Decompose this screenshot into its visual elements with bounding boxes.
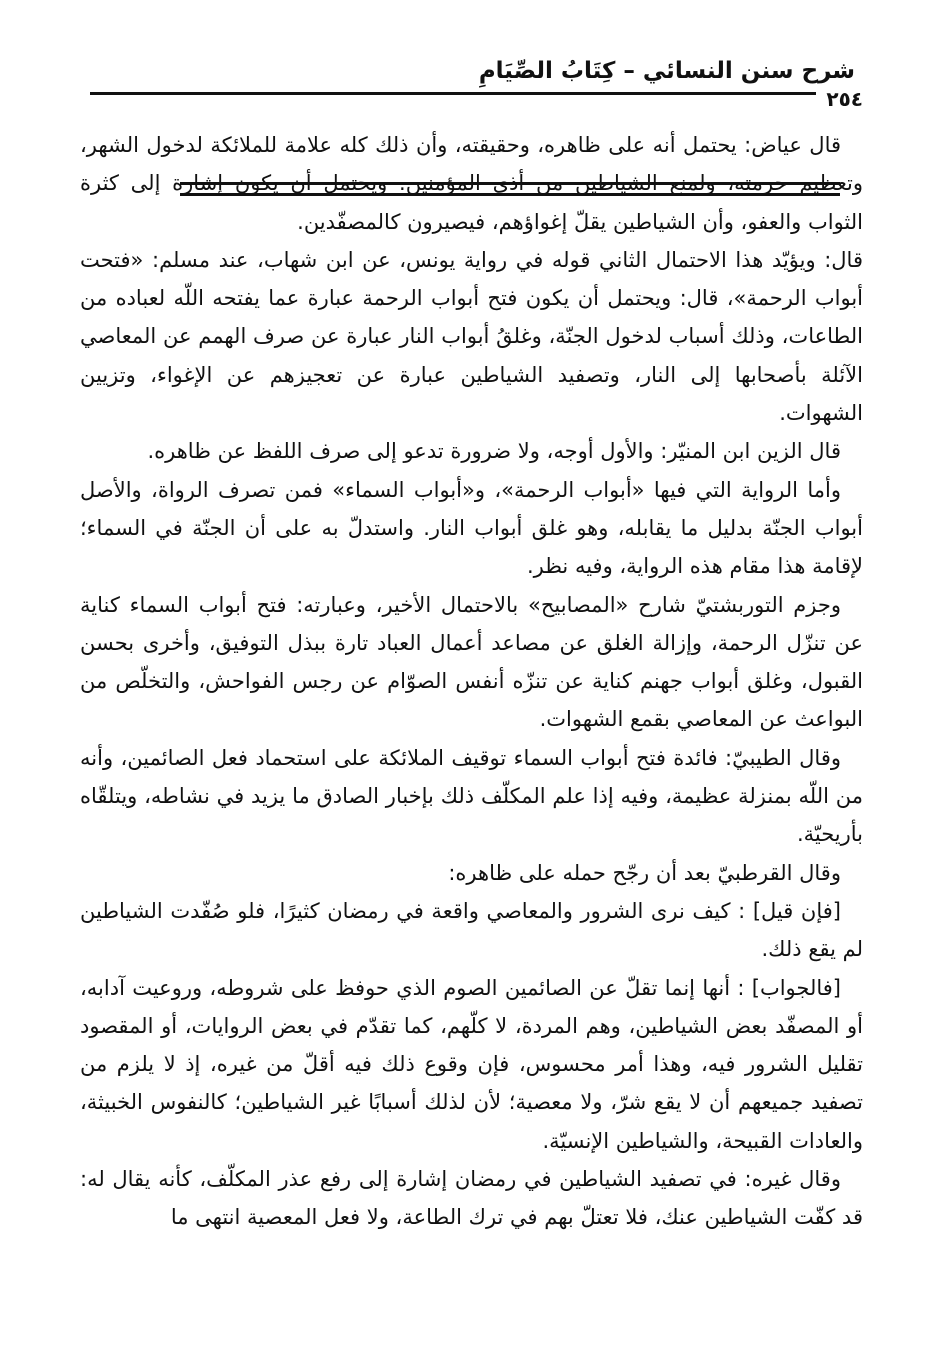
paragraph: وأما الرواية التي فيها «أبواب الرحمة»، و«أبواب السماء» فمن تصرف الرواة، والأصل أبواب الجنّة بدليل ما يقابله، وهو غلق أبواب النار. واستدلّ به على أن الجنّة في السماء؛ لإقامة هذا مقام هذه الرواية، وفيه نظر. — [80, 477, 863, 579]
paragraph: وقال الطيبيّ: فائدة فتح أبواب السماء توقيف الملائكة على استحماد فعل الصائمين، وأنه من اللّه بمنزلة عظيمة، وفيه إذا علم المكلّف ذلك بإخبار الصادق ما يزيد في نشاطه، ويتلقّاه بأريحيّة. — [80, 745, 863, 847]
paragraph: وجزم التوربشتيّ شارح «المصابيح» بالاحتمال الأخير، وعبارته: فتح أبواب السماء كناية عن تنزّل الرحمة، وإزالة الغلق عن مصاعد أعمال العباد تارة ببذل التوفيق، وأخرى بحسن القبول، وغلق أبواب جهنم كناية عن تنزّه أنفس الصوّام عن رجس الفواحش، والتخلّص من البواعث عن المعاصي بقمع الشهوات. — [80, 592, 863, 732]
paragraph: وقال القرطبيّ بعد أن رجّح حمله على ظاهره: — [448, 860, 841, 885]
page-body — [80, 126, 863, 1237]
page-number-row — [90, 86, 863, 116]
paragraph: [فإن قيل] : كيف نرى الشرور والمعاصي واقعة في رمضان كثيرًا، فلو صُفّدت الشياطين لم يقع ذلك. — [80, 898, 863, 962]
paragraph: قال الزين ابن المنيّر: والأول أوجه، ولا ضرورة تدعو إلى صرف اللفظ عن ظاهره. — [147, 439, 841, 464]
paragraph: وقال غيره: في تصفيد الشياطين في رمضان إشارة إلى رفع عذر المكلّف، كأنه يقال له: قد كفّت الشياطين عنك، فلا تعتلّ بهم في ترك الطاعة، ولا فعل المعصية انتهى ما — [80, 1167, 863, 1230]
paragraph: قال: ويؤيّد هذا الاحتمال الثاني قوله في رواية يونس، عن ابن شهاب، عند مسلم: «فتحت أبواب الرحمة»، قال: ويحتمل أن يكون فتح أبواب الرحمة عبارة عما يفتحه اللّه لعباده من الطاعات، وذلك أسباب لدخول الجنّة، وغلقُ أبواب النار عبارة عن صرف الهمم عن المعاصي الآئلة بأصحابها إلى النار، وتصفيد الشياطين عبارة عن تعجيزهم عن الإغواء، وتزيين الشهوات. — [80, 247, 863, 426]
paragraph: [فالجواب] : أنها إنما تقلّ عن الصائمين الصوم الذي حوفظ على شروطه، وروعيت آدابه، أو المصفّد بعض الشياطين، وهم المردة، لا كلّهم، كما تقدّم في بعض الروايات، أو المقصود تقليل الشرور فيه، وهذا أمر محسوس، فإن وقوع ذلك فيه أقلّ من غيره، إذ لا يلزم من تصفيد جميعهم أن لا يقع شرّ، ولا معصية؛ لأن لذلك أسبابًا غير الشياطين؛ كالنفوس الخبيثة، والعادات القبيحة، والشياطين الإنسيّة. — [80, 975, 863, 1153]
paragraph: قال عياض: يحتمل أنه على ظاهره، وحقيقته، وأن ذلك كله علامة للملائكة لدخول الشهر، وتعظيم حرمته، ولمنع الشياطين من أذى المؤمنين. ويحتمل أن يكون إشارة إلى كثرة الثواب والعفو، وأن الشياطين يقلّ إغواؤهم، فيصيرون كالمصفّدين. — [80, 133, 863, 234]
running-title: شرح سنن النسائي – كِتَابُ الصِّيَامِ — [478, 58, 855, 84]
page-number: ٢٥٤ — [816, 86, 863, 112]
